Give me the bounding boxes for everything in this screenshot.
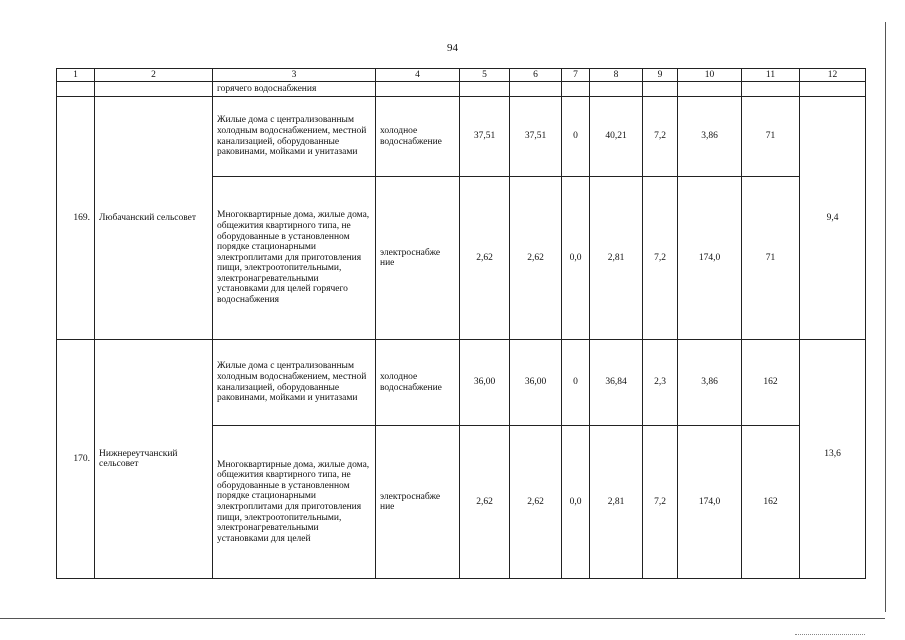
column-header: 12	[800, 69, 866, 82]
cell-col7: 0,0	[562, 177, 590, 340]
continuation-row	[57, 82, 866, 97]
column-header: 2	[95, 69, 213, 82]
table-row	[57, 340, 866, 426]
cell-col11: 162	[742, 426, 800, 579]
cell-col8: 2,81	[590, 426, 643, 579]
cell-col5: 2,62	[460, 426, 510, 579]
continuation-text: горячего водоснабжения	[213, 82, 376, 97]
column-header: 4	[376, 69, 460, 82]
service-type: холодное водоснабжение	[376, 340, 460, 426]
cell-col10: 3,86	[678, 340, 742, 426]
tariff-table	[56, 68, 866, 579]
region-name: Нижнереутчанский сельсовет	[95, 340, 213, 579]
column-header: 8	[590, 69, 643, 82]
page-frame-bottom-border	[0, 618, 885, 619]
cell-col8: 36,84	[590, 340, 643, 426]
cell-col10: 174,0	[678, 426, 742, 579]
cell-col9: 7,2	[643, 177, 678, 340]
column-header: 11	[742, 69, 800, 82]
cell-col12: 9,4	[800, 97, 866, 340]
column-header: 5	[460, 69, 510, 82]
row-number: 169.	[57, 97, 95, 340]
cell-col9: 7,2	[643, 426, 678, 579]
cell-col9: 2,3	[643, 340, 678, 426]
column-header: 6	[510, 69, 562, 82]
column-header: 1	[57, 69, 95, 82]
housing-description: Жилые дома с централизованным холодным водоснабжением, местной канализацией, оборудованные раковинами, мойками и унитазами	[213, 340, 376, 426]
service-type: холодное водоснабжение	[376, 97, 460, 177]
region-name: Любачанский сельсовет	[95, 97, 213, 340]
cell-col8: 40,21	[590, 97, 643, 177]
cell-col6: 36,00	[510, 340, 562, 426]
service-type: электроснабже ние	[376, 177, 460, 340]
row-number: 170.	[57, 340, 95, 579]
page-frame-right-border	[885, 22, 886, 612]
column-number-header-row	[57, 69, 866, 82]
table-row	[57, 97, 866, 177]
housing-description: Многоквартирные дома, жилые дома, общежития квартирного типа, не оборудованные в установленном порядке стационарными электроплитами для приготовления пищи, электроотопительными, электронагревательными установками для целей горячего водоснабжения	[213, 177, 376, 340]
cell-col10: 3,86	[678, 97, 742, 177]
cell-col11: 162	[742, 340, 800, 426]
cell-col10: 174,0	[678, 177, 742, 340]
scan-artifact	[795, 634, 865, 637]
cell-col7: 0	[562, 340, 590, 426]
service-type: электроснабже ние	[376, 426, 460, 579]
cell-col8: 2,81	[590, 177, 643, 340]
cell-col11: 71	[742, 177, 800, 340]
cell-col5: 37,51	[460, 97, 510, 177]
cell-col12: 13,6	[800, 340, 866, 579]
cell-col6: 2,62	[510, 177, 562, 340]
cell-col6: 2,62	[510, 426, 562, 579]
column-header: 9	[643, 69, 678, 82]
housing-description: Жилые дома с централизованным холодным водоснабжением, местной канализацией, оборудованные раковинами, мойками и унитазами	[213, 97, 376, 177]
cell-col5: 2,62	[460, 177, 510, 340]
housing-description: Многоквартирные дома, жилые дома, общежития квартирного типа, не оборудованные в установленном порядке стационарными электроплитами для приготовления пищи, электроотопительными, электронагревательными установками для целей	[213, 426, 376, 579]
page-number: 94	[447, 42, 458, 54]
column-header: 10	[678, 69, 742, 82]
cell-col7: 0	[562, 97, 590, 177]
cell-col5: 36,00	[460, 340, 510, 426]
cell-col11: 71	[742, 97, 800, 177]
cell-col9: 7,2	[643, 97, 678, 177]
cell-col7: 0,0	[562, 426, 590, 579]
cell-col6: 37,51	[510, 97, 562, 177]
column-header: 7	[562, 69, 590, 82]
column-header: 3	[213, 69, 376, 82]
